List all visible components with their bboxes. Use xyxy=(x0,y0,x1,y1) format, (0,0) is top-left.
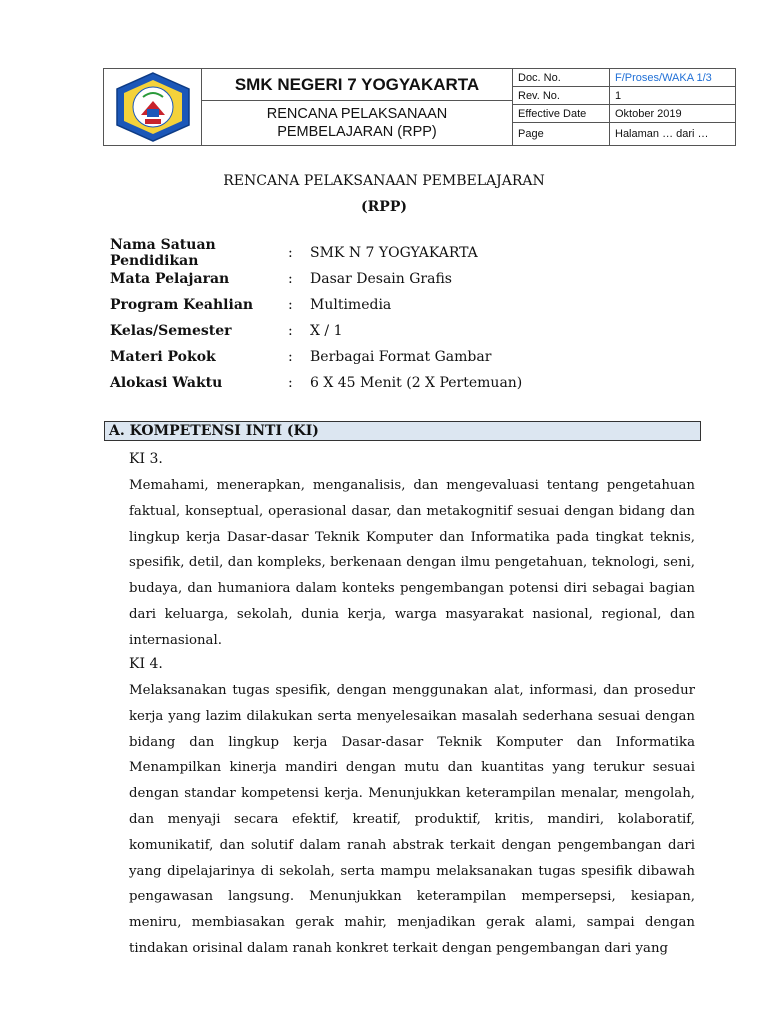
school-name: SMK NEGERI 7 YOGYAKARTA xyxy=(202,69,512,101)
ki3-paragraph: Memahami, menerapkan, menganalisis, dan mengevaluasi tentang pengetahuan faktual, konseptual, operasional dasar, dan metakognitif sesuai dengan bidang dan lingkup kerja Dasar-dasar Teknik Komputer dan Informatika pada tingkat teknis, spesifik, detil, dan kompleks, berkenaan dengan ilmu pengetahuan, teknologi, seni, budaya, dan humaniora dalam konteks pengembangan potensi diri sebagai bagian dari keluarga, sekolah, dunia kerja, warga masyarakat nasional, regional, dan internasional. xyxy=(129,478,695,648)
meta-row-doc-no xyxy=(513,69,735,87)
meta-row-effective-date xyxy=(513,105,735,123)
info-label: Kelas/Semester xyxy=(110,323,232,339)
page-title: RENCANA PELAKSANAAN PEMBELAJARAN xyxy=(223,173,545,189)
meta-key: Effective Date xyxy=(513,105,610,122)
document-header xyxy=(103,68,736,146)
info-label: Mata Pelajaran xyxy=(110,271,230,287)
meta-row-rev-no xyxy=(513,87,735,105)
info-colon: : xyxy=(288,349,293,365)
info-colon: : xyxy=(288,297,293,313)
page-subtitle: (RPP) xyxy=(361,199,407,215)
info-value: Dasar Desain Grafis xyxy=(310,271,452,287)
document-title-line1: RENCANA PELAKSANAAN xyxy=(266,106,448,122)
meta-value: Halaman … dari … xyxy=(615,128,709,140)
info-row xyxy=(110,344,710,370)
school-logo xyxy=(104,69,202,145)
ki3-title: KI 3. xyxy=(129,451,163,467)
info-row xyxy=(110,370,710,396)
meta-value: Oktober 2019 xyxy=(615,107,682,120)
info-label: Alokasi Waktu xyxy=(110,375,223,391)
info-value: SMK N 7 YOGYAKARTA xyxy=(310,245,478,261)
info-row xyxy=(110,318,710,344)
info-value: X / 1 xyxy=(310,323,343,339)
ki4-title: KI 4. xyxy=(129,656,163,672)
document-title-box xyxy=(202,101,512,145)
meta-value: F/Proses/WAKA 1/3 xyxy=(615,71,712,84)
info-row xyxy=(110,292,710,318)
school-emblem-icon xyxy=(111,71,195,143)
info-row xyxy=(110,237,710,269)
meta-row-page xyxy=(513,123,735,145)
info-value: Berbagai Format Gambar xyxy=(310,349,492,365)
identity-info xyxy=(110,237,710,396)
document-meta-table xyxy=(513,69,735,145)
info-value: 6 X 45 Menit (2 X Pertemuan) xyxy=(310,375,523,391)
meta-key: Page xyxy=(513,123,610,145)
ki4-paragraph: Melaksanakan tugas spesifik, dengan menggunakan alat, informasi, dan prosedur kerja yang lazim dilakukan serta menyelesaikan masalah sederhana sesuai dengan bidang dan lingkup kerja Dasar-dasar Teknik Komputer dan Informatika Menampilkan kinerja mandiri dengan mutu dan kuantitas yang terukur sesuai dengan standar kompetensi kerja. Menunjukkan keterampilan menalar, mengolah, dan menyaji secara efektif, kreatif, produktif, kritis, mandiri, kolaboratif, komunikatif, dan solutif dalam ranah abstrak terkait dengan pengembangan dari yang dipelajarinya di sekolah, serta mampu melaksanakan tugas spesifik dibawah pengawasan langsung. Menunjukkan keterampilan mempersepsi, kesiapan, meniru, membiasakan gerak mahir, menjadikan gerak alami, sampai dengan tindakan orisinal dalam ranah konkret terkait dengan pengembangan dari yang xyxy=(129,683,695,956)
info-label: Materi Pokok xyxy=(110,349,216,365)
info-label: Program Keahlian xyxy=(110,297,254,313)
info-colon: : xyxy=(288,323,293,339)
meta-key: Rev. No. xyxy=(513,87,610,104)
meta-key: Doc. No. xyxy=(513,69,610,86)
info-label: Nama Satuan Pendidikan xyxy=(110,237,216,269)
info-colon: : xyxy=(288,375,293,391)
info-colon: : xyxy=(288,271,293,287)
info-colon: : xyxy=(288,245,293,261)
info-value: Multimedia xyxy=(310,297,392,313)
document-title-line2: PEMBELAJARAN (RPP) xyxy=(277,124,437,140)
meta-value: 1 xyxy=(615,89,622,102)
info-row xyxy=(110,266,710,292)
section-heading-ki: A. KOMPETENSI INTI (KI) xyxy=(104,421,701,441)
